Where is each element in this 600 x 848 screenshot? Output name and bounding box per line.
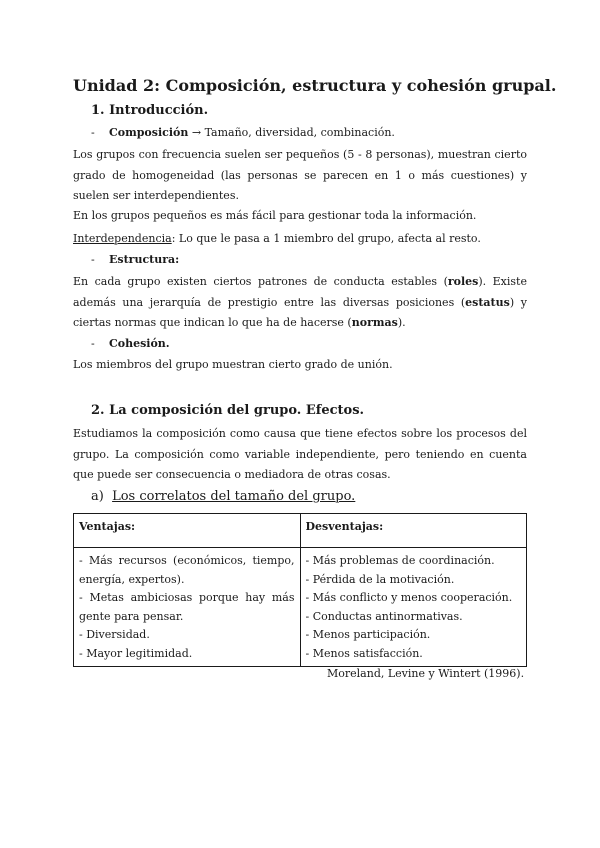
citation: Moreland, Levine y Wintert (1996).	[327, 667, 525, 680]
estatus-term: estatus	[465, 295, 510, 309]
estructura-text-2: ). Existe además una jerarquía de prestigio entre las diversas posiciones (	[73, 275, 527, 309]
interdependencia-term: Interdependencia	[73, 232, 172, 245]
header-desventajas: Desventajas:	[300, 514, 527, 548]
section-2-heading: 2. La composición del grupo. Efectos.	[91, 403, 365, 418]
list-item: - Más conflicto y menos cooperación.	[305, 591, 513, 604]
desventajas-cell	[300, 548, 527, 667]
intro-paragraph: Los grupos con frecuencia suelen ser pequeños (5 - 8 personas), muestran cierto grado de homogeneidad (las personas se parecen en 1 o más cuestiones) y suelen ser interdependientes.	[73, 148, 527, 202]
interdependencia-text: : Lo que le pasa a 1 miembro del grupo, afecta al resto.	[171, 232, 481, 245]
composicion-text: Tamaño, diversidad, combinación.	[204, 126, 395, 139]
list-item: - Más problemas de coordinación.	[305, 554, 495, 567]
list-item: - Menos participación.	[305, 628, 431, 641]
ventajas-desventajas-table	[73, 513, 527, 667]
list-item: - Mayor legitimidad.	[79, 646, 193, 660]
estructura-text-3: ) y ciertas normas que indican lo que ha de hacerse (	[73, 295, 527, 329]
bullet-composicion	[91, 126, 395, 139]
estructura-text-1: En cada grupo existen ciertos patrones de conducta estables (	[73, 275, 448, 288]
list-item: - Menos satisfacción.	[305, 646, 423, 660]
bullet-dash: -	[91, 126, 95, 139]
normas-term: normas	[351, 316, 398, 329]
header-ventajas: Ventajas:	[74, 514, 301, 548]
list-item: - Diversidad.	[79, 628, 150, 641]
ventajas-cell	[74, 548, 301, 667]
composicion-paragraph: Estudiamos la composición como causa que tiene efectos sobre los procesos del grupo. La composición como variable independiente, pero teniendo en cuenta que puede ser consecuencia o mediadora de otras cosas.	[73, 427, 527, 481]
bullet-cohesion	[91, 337, 170, 350]
table-row	[74, 548, 527, 667]
roles-term: roles	[447, 275, 479, 288]
bullet-dash: -	[91, 337, 95, 350]
small-groups-line: En los grupos pequeños es más fácil para gestionar toda la información.	[73, 209, 477, 222]
estructura-paragraph	[73, 272, 527, 334]
cohesion-label: Cohesión.	[109, 337, 170, 350]
composicion-label: Composición	[109, 126, 189, 139]
section-1-heading: 1. Introducción.	[91, 103, 209, 118]
page-title: Unidad 2: Composición, estructura y cohesión grupal.	[73, 76, 557, 95]
cohesion-text: Los miembros del grupo muestran cierto grado de unión.	[73, 358, 393, 371]
interdependencia-line	[73, 232, 481, 245]
subsection-title: Los correlatos del tamaño del grupo.	[112, 489, 356, 504]
table-header-row	[74, 514, 527, 548]
subsection-prefix: a)	[91, 489, 104, 504]
list-item: - Conductas antinormativas.	[305, 609, 463, 623]
bullet-dash: -	[91, 253, 95, 266]
bullet-estructura	[91, 253, 179, 266]
list-item: - Pérdida de la motivación.	[305, 572, 455, 586]
list-item: - Más recursos (económicos, tiempo, energía, expertos).	[79, 554, 295, 586]
estructura-label: Estructura:	[109, 253, 180, 266]
list-item: - Metas ambiciosas porque hay más gente para pensar.	[79, 591, 295, 623]
subsection-a	[91, 489, 355, 504]
estructura-text-4: ).	[397, 316, 406, 329]
arrow-glyph: →	[188, 126, 205, 139]
